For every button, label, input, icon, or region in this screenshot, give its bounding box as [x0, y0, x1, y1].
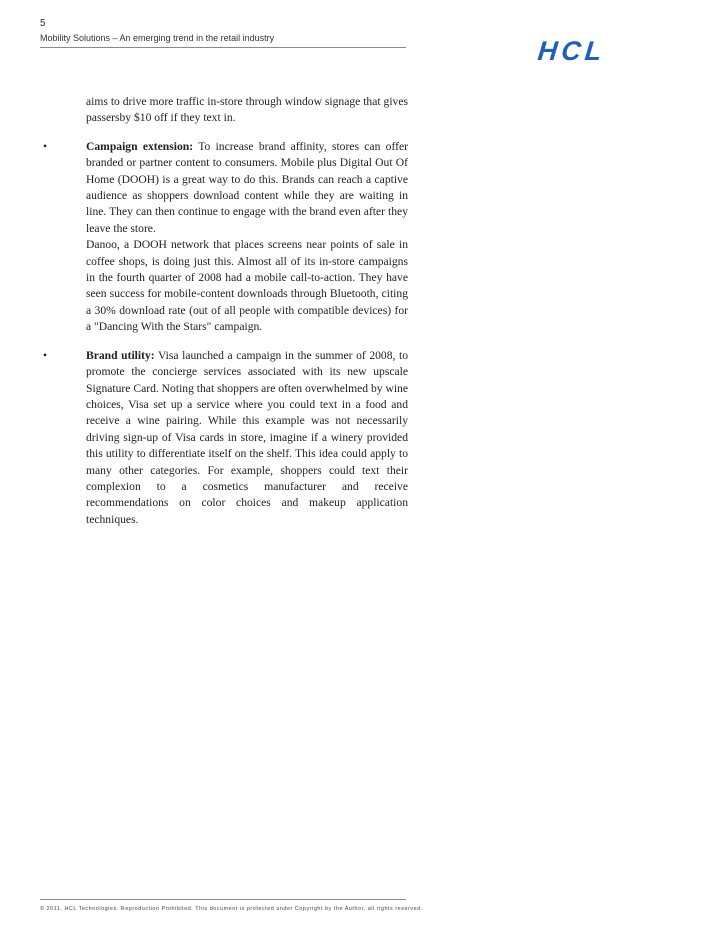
page-header — [40, 18, 406, 48]
bullet-brand-utility — [40, 348, 408, 528]
document-title: Mobility Solutions – An emerging trend in the retail industry — [40, 33, 275, 43]
bullet-campaign-extension — [40, 139, 408, 336]
hcl-logo-text: HCL — [536, 36, 608, 66]
copyright-notice: © 2011, HCL Technologies. Reproduction Prohibited. This document is protected under Copyright by the Author, all rights reserved. — [40, 906, 423, 912]
bullet-extra-paragraph: Danoo, a DOOH network that places screens near points of sale in coffee shops, is doing just this. Almost all of its in-store campaigns in the fourth quarter of 2008 had a mobile call-to-action. They have seen success for mobile-content downloads through Bluetooth, citing a 30% download rate (out of all people with compatible devices) for a "Dancing With the Stars" campaign. — [86, 238, 408, 334]
bullet-paragraph — [86, 139, 408, 237]
page-footer — [40, 899, 423, 912]
bullet-icon: • — [43, 348, 48, 362]
bullet-text: Visa launched a campaign in the summer of 2008, to promote the concierge services associated with its new upscale Signature Card. Noting that shoppers are often overwhelmed by wine choices, Visa set up a service where you could text in a food and receive a wine pairing. While this example was not necessarily driving sign-up of Visa cards in store, imagine if a winery provided this utility to differentiate itself on the shelf. This idea could apply to many other categories. For example, shoppers could text their complexion to a cosmetics manufacturer and receive recommendations on color choices and makeup application techniques. — [86, 348, 408, 526]
body-content — [40, 94, 408, 528]
bullet-icon: • — [43, 139, 48, 153]
bullet-text: To increase brand affinity, stores can offer branded or partner content to consumers. Mobile plus Digital Out Of Home (DOOH) is a great way to do this. Brands can reach a captive audience as shoppers download content while they are waiting in line. They can then continue to engage with the brand even after they leave the store. — [86, 139, 408, 235]
bullet-paragraph — [86, 348, 408, 528]
bullet-title: Brand utility: — [86, 348, 155, 362]
page-number: 5 — [40, 18, 46, 29]
bullet-title: Campaign extension: — [86, 139, 194, 153]
footer-divider — [40, 899, 406, 900]
intro-paragraph: aims to drive more traffic in-store through window signage that gives passersby $10 off if they text in. — [86, 95, 408, 125]
hcl-logo — [538, 36, 656, 66]
header-divider — [40, 47, 406, 48]
